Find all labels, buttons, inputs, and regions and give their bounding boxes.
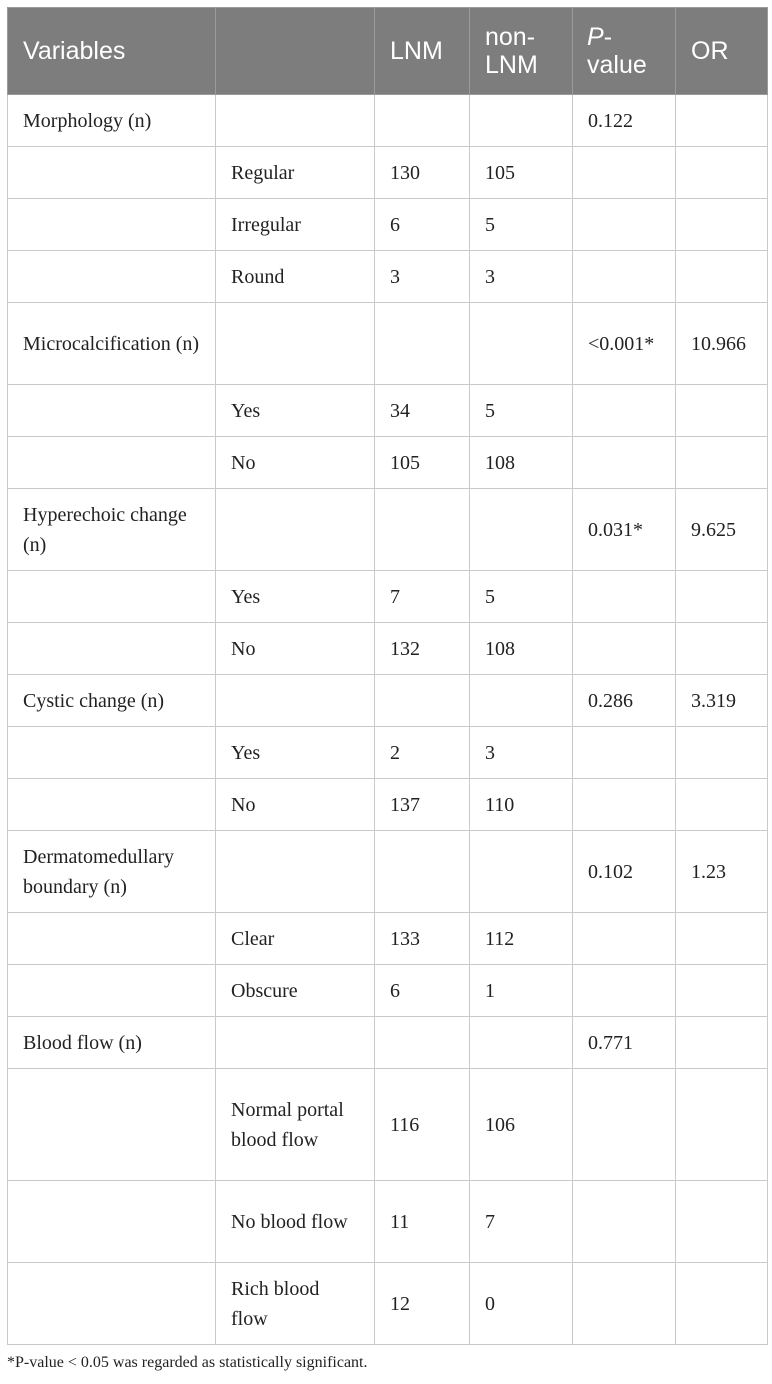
table-row: [8, 147, 768, 199]
cell-or: [676, 437, 768, 489]
cell-variable: [8, 965, 216, 1017]
header-p-letter: P: [587, 23, 604, 51]
cell-lnm: 34: [375, 385, 470, 437]
cell-p-value: [573, 913, 676, 965]
table-row: [8, 913, 768, 965]
header-blank: [216, 8, 375, 95]
table-row: [8, 779, 768, 831]
cell-or: [676, 147, 768, 199]
cell-category: Regular: [216, 147, 375, 199]
table-row: [8, 199, 768, 251]
table-row: [8, 251, 768, 303]
cell-or: [676, 385, 768, 437]
table-row: [8, 1069, 768, 1181]
cell-category: Yes: [216, 571, 375, 623]
cell-or: [676, 571, 768, 623]
cell-non-lnm: [470, 303, 573, 385]
cell-lnm: 132: [375, 623, 470, 675]
cell-or: 9.625: [676, 489, 768, 571]
cell-category: Round: [216, 251, 375, 303]
cell-non-lnm: 108: [470, 623, 573, 675]
table-footnote: *P-value < 0.05 was regarded as statistically significant.: [7, 1354, 368, 1371]
cell-or: [676, 1017, 768, 1069]
cell-category: [216, 675, 375, 727]
header-lnm: LNM: [375, 8, 470, 95]
cell-or: 1.23: [676, 831, 768, 913]
cell-variable: [8, 199, 216, 251]
cell-lnm: [375, 489, 470, 571]
table-row: [8, 1263, 768, 1345]
cell-non-lnm: 5: [470, 571, 573, 623]
table-row: [8, 303, 768, 385]
cell-variable: [8, 623, 216, 675]
table-row: [8, 727, 768, 779]
cell-category: Normal portal blood flow: [216, 1069, 375, 1181]
cell-category: Yes: [216, 727, 375, 779]
cell-variable: [8, 147, 216, 199]
cell-non-lnm: [470, 95, 573, 147]
cell-p-value: [573, 1181, 676, 1263]
cell-variable: Morphology (n): [8, 95, 216, 147]
cell-or: 10.966: [676, 303, 768, 385]
cell-variable: [8, 251, 216, 303]
header-variables: Variables: [8, 8, 216, 95]
cell-or: [676, 251, 768, 303]
cell-p-value: [573, 199, 676, 251]
cell-lnm: 11: [375, 1181, 470, 1263]
cell-p-value: 0.122: [573, 95, 676, 147]
table-row: [8, 965, 768, 1017]
cell-p-value: 0.031*: [573, 489, 676, 571]
table-header: [8, 8, 768, 95]
cell-p-value: [573, 965, 676, 1017]
cell-lnm: 105: [375, 437, 470, 489]
table-row: [8, 385, 768, 437]
cell-p-value: [573, 1263, 676, 1345]
cell-category: [216, 1017, 375, 1069]
cell-variable: [8, 727, 216, 779]
cell-non-lnm: 0: [470, 1263, 573, 1345]
cell-or: [676, 913, 768, 965]
cell-or: [676, 965, 768, 1017]
cell-lnm: [375, 831, 470, 913]
cell-p-value: 0.286: [573, 675, 676, 727]
cell-or: [676, 623, 768, 675]
table-row: [8, 437, 768, 489]
cell-non-lnm: 5: [470, 199, 573, 251]
cell-non-lnm: 108: [470, 437, 573, 489]
cell-non-lnm: 3: [470, 251, 573, 303]
table-row: [8, 571, 768, 623]
cell-lnm: 3: [375, 251, 470, 303]
cell-p-value: [573, 1069, 676, 1181]
cell-lnm: [375, 303, 470, 385]
cell-lnm: 6: [375, 965, 470, 1017]
cell-p-value: [573, 251, 676, 303]
cell-p-value: [573, 779, 676, 831]
header-p-value: [573, 8, 676, 95]
cell-or: [676, 727, 768, 779]
cell-category: Yes: [216, 385, 375, 437]
cell-lnm: 2: [375, 727, 470, 779]
cell-or: 3.319: [676, 675, 768, 727]
table-row: [8, 675, 768, 727]
table-row: [8, 1017, 768, 1069]
cell-p-value: [573, 571, 676, 623]
cell-variable: [8, 385, 216, 437]
cell-lnm: [375, 95, 470, 147]
cell-lnm: 137: [375, 779, 470, 831]
cell-p-value: [573, 147, 676, 199]
cell-non-lnm: 112: [470, 913, 573, 965]
header-or: OR: [676, 8, 768, 95]
cell-non-lnm: [470, 1017, 573, 1069]
cell-category: Obscure: [216, 965, 375, 1017]
cell-non-lnm: 5: [470, 385, 573, 437]
header-row: [8, 8, 768, 95]
cell-variable: Microcalcification (n): [8, 303, 216, 385]
cell-lnm: [375, 1017, 470, 1069]
cell-category: [216, 489, 375, 571]
cell-variable: [8, 1069, 216, 1181]
cell-non-lnm: 3: [470, 727, 573, 779]
cell-non-lnm: 7: [470, 1181, 573, 1263]
cell-p-value: [573, 623, 676, 675]
cell-variable: [8, 1181, 216, 1263]
cell-or: [676, 779, 768, 831]
table-row: [8, 489, 768, 571]
cell-lnm: 133: [375, 913, 470, 965]
cell-category: Rich blood flow: [216, 1263, 375, 1345]
cell-p-value: [573, 385, 676, 437]
cell-category: Irregular: [216, 199, 375, 251]
cell-category: No: [216, 623, 375, 675]
cell-category: [216, 831, 375, 913]
cell-non-lnm: 106: [470, 1069, 573, 1181]
cell-variable: Hyperechoic change (n): [8, 489, 216, 571]
cell-lnm: 130: [375, 147, 470, 199]
cell-p-value: [573, 727, 676, 779]
table-row: [8, 623, 768, 675]
cell-lnm: 12: [375, 1263, 470, 1345]
cell-variable: [8, 913, 216, 965]
cell-lnm: [375, 675, 470, 727]
cell-category: Clear: [216, 913, 375, 965]
cell-category: [216, 95, 375, 147]
cell-category: No: [216, 437, 375, 489]
cell-variable: Dermatomedullary boundary (n): [8, 831, 216, 913]
cell-or: [676, 1263, 768, 1345]
cell-lnm: 7: [375, 571, 470, 623]
cell-lnm: 116: [375, 1069, 470, 1181]
cell-non-lnm: 105: [470, 147, 573, 199]
table-row: [8, 1181, 768, 1263]
cell-p-value: 0.102: [573, 831, 676, 913]
cell-category: [216, 303, 375, 385]
table-body: [8, 95, 768, 1345]
cell-non-lnm: [470, 675, 573, 727]
cell-variable: Cystic change (n): [8, 675, 216, 727]
cell-variable: [8, 779, 216, 831]
cell-p-value: <0.001*: [573, 303, 676, 385]
cell-or: [676, 1181, 768, 1263]
lnm-variables-table: [7, 7, 768, 1345]
cell-p-value: [573, 437, 676, 489]
cell-or: [676, 199, 768, 251]
cell-or: [676, 1069, 768, 1181]
cell-or: [676, 95, 768, 147]
cell-category: No: [216, 779, 375, 831]
cell-non-lnm: 110: [470, 779, 573, 831]
cell-p-value: 0.771: [573, 1017, 676, 1069]
cell-variable: [8, 437, 216, 489]
cell-non-lnm: 1: [470, 965, 573, 1017]
cell-category: No blood flow: [216, 1181, 375, 1263]
cell-variable: [8, 571, 216, 623]
cell-lnm: 6: [375, 199, 470, 251]
cell-variable: [8, 1263, 216, 1345]
cell-non-lnm: [470, 831, 573, 913]
cell-non-lnm: [470, 489, 573, 571]
table-row: [8, 95, 768, 147]
header-non-lnm: non-LNM: [470, 8, 573, 95]
cell-variable: Blood flow (n): [8, 1017, 216, 1069]
table-row: [8, 831, 768, 913]
header-p-suffix: -value: [587, 23, 647, 79]
